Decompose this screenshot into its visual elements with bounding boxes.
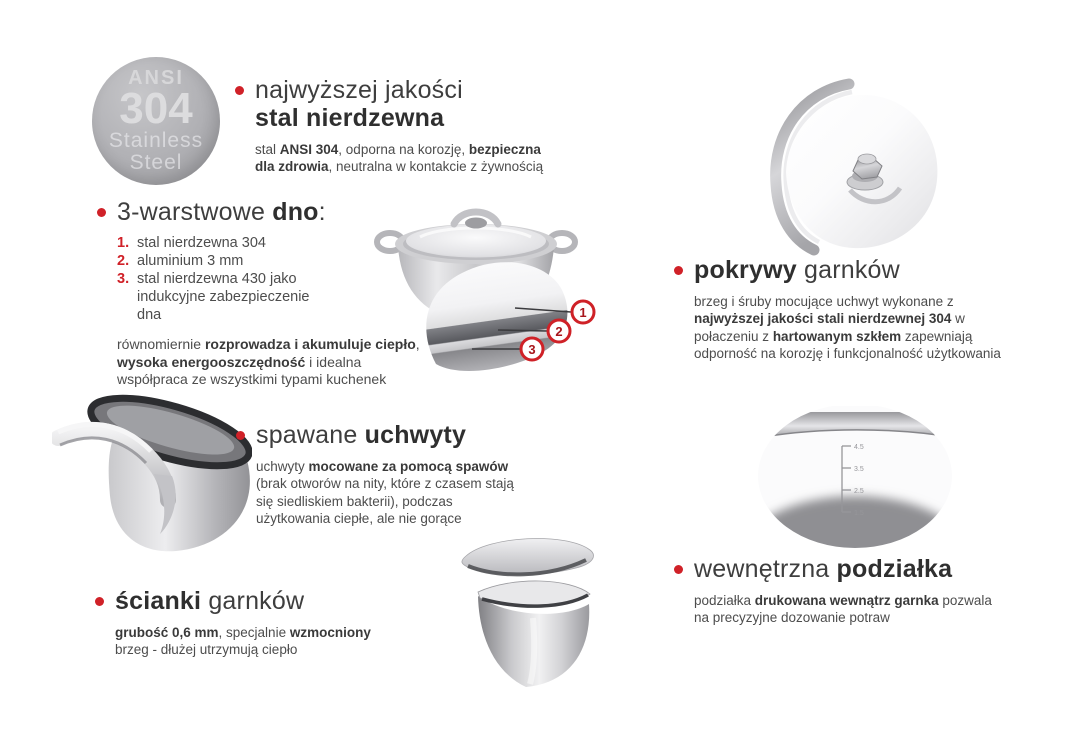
section-body: stal ANSI 304, odporna na korozję, bezpieczna dla zdrowia, neutralna w kontakcie z żywnością	[255, 142, 544, 175]
section-pot-walls	[115, 587, 405, 659]
bullet-icon	[674, 266, 683, 275]
svg-text:3: 3	[528, 342, 536, 357]
measuring-scale-image	[752, 406, 962, 554]
list-item: 2. aluminium 3 mm	[117, 253, 244, 269]
svg-text:2: 2	[555, 324, 563, 339]
callout-2	[548, 320, 570, 342]
title-line-2: stal nierdzewna	[255, 104, 445, 132]
badge-line-steel: Steel	[129, 151, 183, 174]
scale-tick-label: 4.5	[854, 444, 864, 451]
scale-tick-label: 3.5	[854, 466, 864, 473]
section-stainless-steel	[255, 76, 547, 176]
section-body: równomiernie rozprowadza i akumuluje ciepło, wysoka energooszczędność i idealna współpraca ze wszystkimi typami kuchenek	[117, 336, 420, 387]
pot-wall-closeup-image	[438, 526, 643, 691]
svg-text:1: 1	[579, 305, 587, 320]
badge-line-stainless: Stainless	[108, 129, 204, 152]
badge-line-304: 304	[119, 84, 193, 133]
section-body: podziałka drukowana wewnątrz garnka pozwala na precyzyjne dozowanie potraw	[694, 593, 992, 626]
bullet-icon	[236, 431, 245, 440]
list-item: 1. stal nierdzewna 304	[117, 235, 266, 251]
bullet-icon	[97, 208, 106, 217]
section-title	[255, 76, 547, 132]
list-item: 3. stal nierdzewna 430 jako indukcyjne zabezpieczenie dna	[117, 271, 310, 323]
lid-closeup-image	[752, 72, 957, 257]
pot-cross-section-image	[368, 192, 618, 387]
callout-3	[521, 338, 543, 360]
scale-tick-label: 1.5	[854, 510, 864, 517]
section-title: ścianki garnków	[115, 587, 305, 615]
bullet-icon	[674, 565, 683, 574]
section-inner-scale	[694, 555, 994, 627]
scale-tick-label: 2.5	[854, 488, 864, 495]
callout-1	[572, 301, 594, 323]
bullet-icon	[235, 86, 244, 95]
section-title: spawane uchwyty	[256, 421, 467, 449]
section-body: grubość 0,6 mm, specjalnie wzmocniony brzeg - dłużej utrzymują ciepło	[115, 625, 371, 658]
section-title: pokrywy garnków	[694, 256, 900, 284]
badge-line-ansi: ANSI	[128, 67, 184, 89]
bullet-icon	[95, 597, 104, 606]
handle-closeup-image	[52, 388, 252, 556]
title-line-1: najwyższej jakości	[255, 76, 463, 104]
section-title: 3-warstwowe dno:	[117, 198, 326, 226]
section-body: brzeg i śruby mocujące uchwyt wykonane z najwyższej jakości stali nierdzewnej 304 w połaczeniu z hartowanym szkłem zapewniają odporność na korozję i funkcjonalność użytkowania	[694, 294, 1001, 361]
ansi-304-badge	[92, 57, 220, 185]
section-body: uchwyty mocowane za pomocą spawów (brak otworów na nity, które z czasem stają się siedliskiem bakterii), podczas użytkowania ciepłe, ale nie gorące	[256, 459, 514, 526]
callout-line-2	[498, 330, 547, 331]
section-title: wewnętrzna podziałka	[694, 555, 953, 583]
section-welded-handles	[256, 421, 524, 527]
section-pot-lids	[694, 256, 1016, 362]
